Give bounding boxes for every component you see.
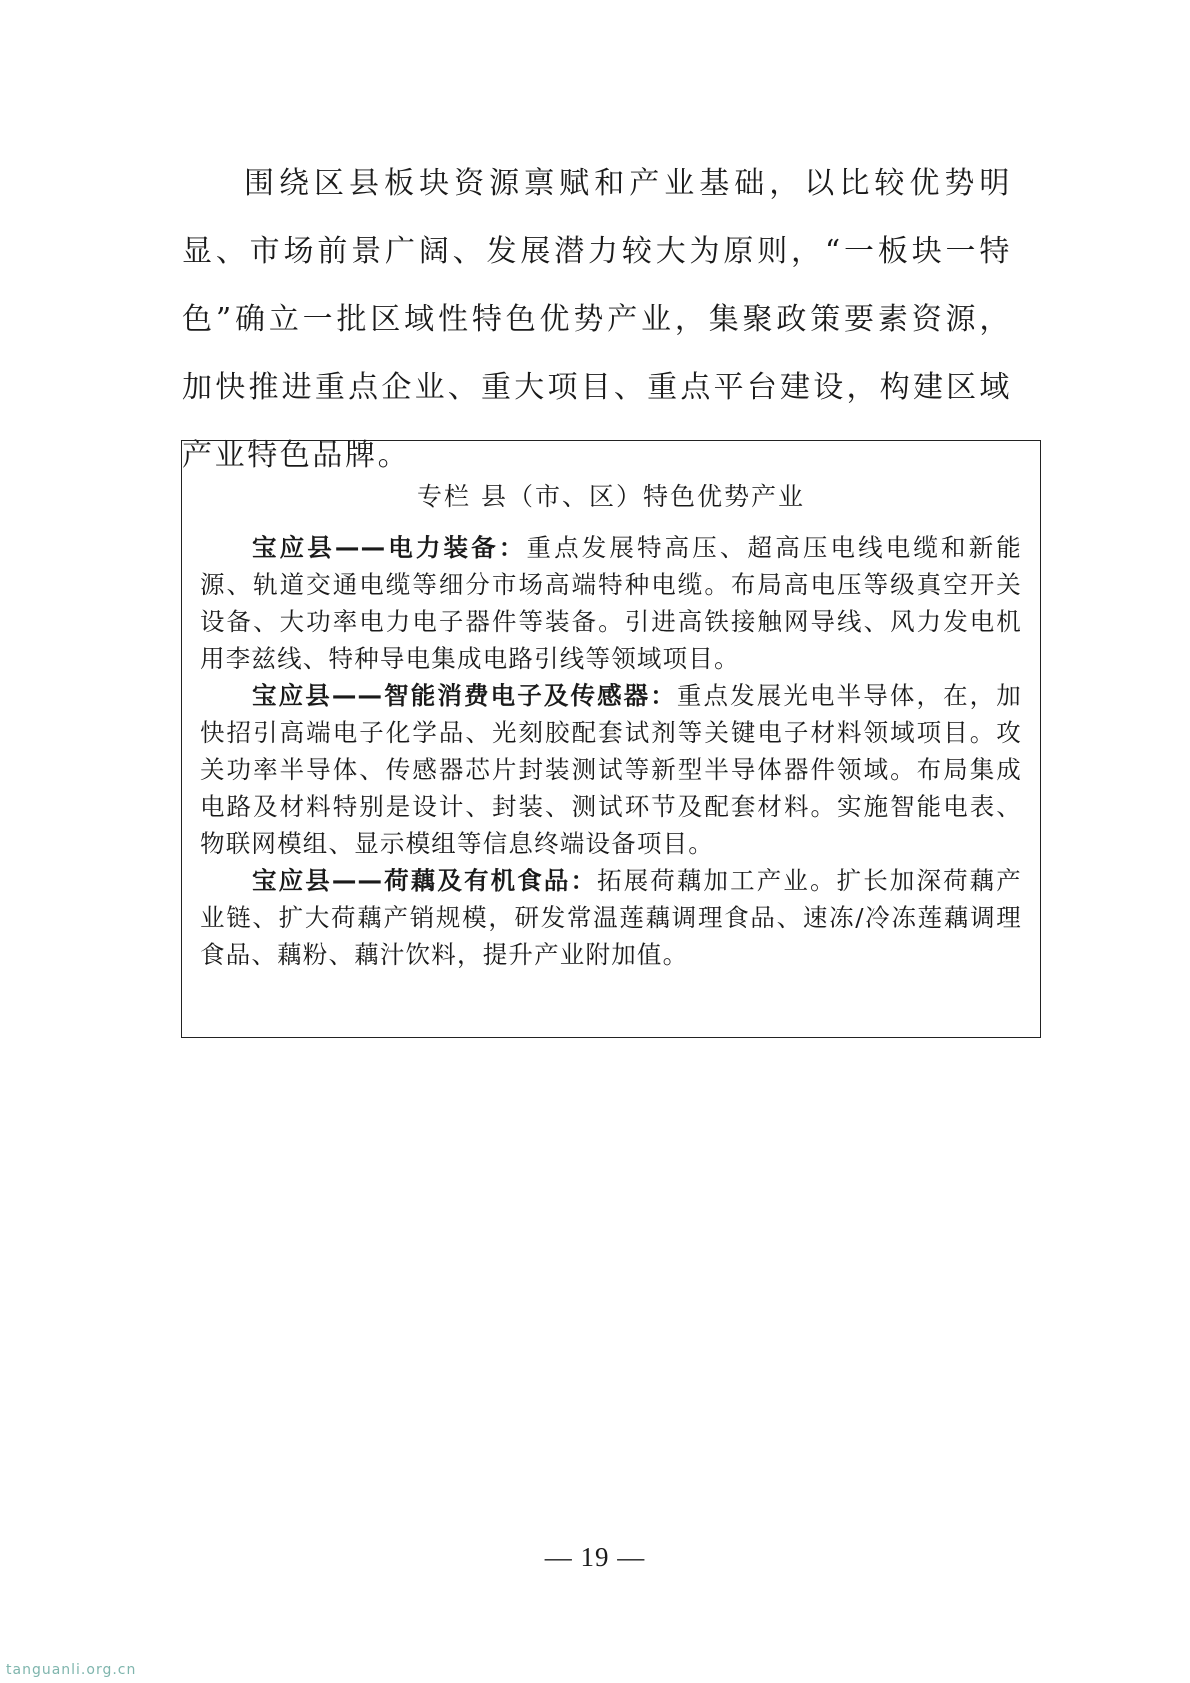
intro-paragraph: 围绕区县板块资源禀赋和产业基础，以比较优势明显、市场前景广阔、发展潜力较大为原则，“一板块一特色”确立一批区域性特色优势产业，集聚政策要素资源，加快推进重点企业、重大项目、重点平台建设，构建区域产业特色品牌。 [182,166,1012,473]
page-number: — 19 — [544,1542,646,1572]
column-body [200,529,1022,973]
column-item-text: 重点发展光电半导体，在，加快招引高端电子化学品、光刻胶配套试剂等关键电子材料领域项目。攻关功率半导体、传感器芯片封装测试等新型半导体器件领域。布局集成电路及材料特别是设计、封装、测试环节及配套材料。实施智能电表、物联网模组、显示模组等信息终端设备项目。 [200,681,1022,858]
column-item-lead: 宝应县——智能消费电子及传感器： [252,681,677,710]
column-item-power-equipment [200,529,1022,677]
column-item-lotus-root-food [200,862,1022,973]
column-box [181,440,1041,1038]
column-title: 专栏 县（市、区）特色优势产业 [417,482,805,511]
column-item-lead: 宝应县——电力装备： [252,533,527,562]
column-item-text: 重点发展特高压、超高压电线电缆和新能源、轨道交通电缆等细分市场高端特种电缆。布局高电压等级真空开关设备、大功率电力电子器件等装备。引进高铁接触网导线、风力发电机用李兹线、特种导电集成电路引线等领域项目。 [200,533,1022,673]
column-item-text: 拓展荷藕加工产业。扩长加深荷藕产业链、扩大荷藕产销规模，研发常温莲藕调理食品、速冻/冷冻莲藕调理食品、藕粉、藕汁饮料，提升产业附加值。 [200,866,1022,969]
column-item-lead: 宝应县——荷藕及有机食品： [252,866,598,895]
column-item-consumer-electronics [200,677,1022,862]
watermark: tanguanli.org.cn [6,1662,137,1678]
